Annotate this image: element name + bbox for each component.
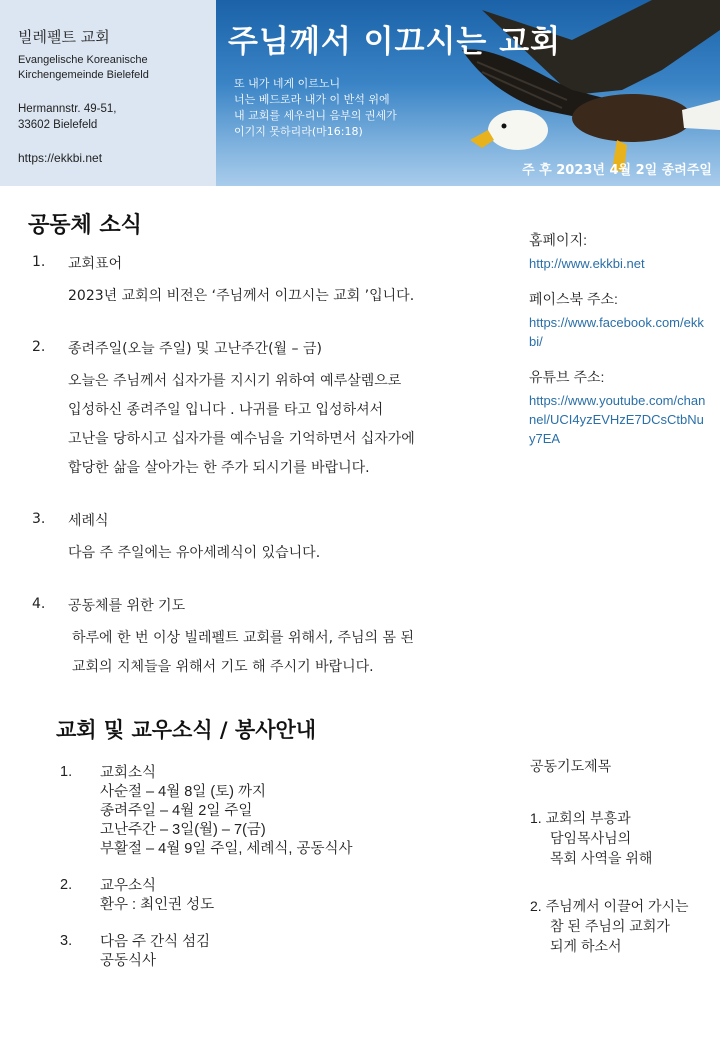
youtube-label: 유튜브 주소:	[529, 369, 605, 385]
facebook-label: 페이스북 주소:	[529, 291, 618, 307]
item-line: 공동식사	[100, 953, 157, 969]
verse-line: 너는 베드로라 내가 이 반석 위에	[234, 93, 390, 106]
bible-verse	[234, 76, 397, 140]
item-title: 세례식	[68, 513, 109, 529]
youtube-link[interactable]: https://www.youtube.com/channel/UCI4yzEVHzE7DCsCtbNuy7EA	[529, 393, 706, 446]
item-line: 환우 : 최인권 성도	[100, 897, 215, 913]
prayer-line: 담임목사님의	[550, 830, 632, 846]
homepage-link[interactable]: http://www.ekkbi.net	[529, 256, 645, 271]
prayer-line: 1. 교회의 부흥과	[530, 810, 631, 826]
item-body: 2023년 교회의 비전은 ‘주님께서 이끄시는 교회 ’입니다.	[68, 288, 415, 304]
community-heading: 공동체 소식	[28, 213, 142, 238]
list-item	[60, 933, 500, 971]
prayer-item	[530, 896, 715, 956]
church-news-heading: 교회 및 교우소식 / 봉사안내	[56, 718, 317, 742]
prayer-line: 2. 주님께서 이끌어 가시는	[530, 898, 689, 914]
prayer-line: 참 된 주님의 교회가	[550, 918, 670, 934]
list-item	[32, 511, 502, 568]
verse-line: 이기지 못하리라(마16:18)	[234, 125, 363, 138]
service-date: 주 후 2023년 4월 2일 종려주일	[522, 163, 712, 178]
verse-line: 내 교회를 세우리니 음부의 권세가	[234, 109, 397, 122]
prayer-topics	[530, 756, 715, 984]
list-item	[32, 254, 502, 311]
item-body-line: 하루에 한 번 이상 빌레펠트 교회를 위해서, 주님의 몸 된	[72, 630, 415, 646]
item-number: 1.	[60, 764, 73, 780]
homepage-label: 홈페이지:	[529, 232, 587, 248]
prayer-line: 목회 사역을 위해	[550, 850, 653, 866]
item-body-line: 입성하신 종려주일 입니다 . 나귀를 타고 입성하셔서	[68, 402, 384, 418]
item-body-line: 합당한 삶을 살아가는 한 주가 되시기를 바랍니다.	[68, 460, 370, 476]
item-title: 교회표어	[68, 256, 123, 272]
item-line: 교회소식	[100, 765, 157, 781]
address-line-1: Hermannstr. 49-51,	[18, 103, 117, 115]
item-number: 1.	[32, 254, 46, 270]
item-body-line: 교회의 지체들을 위해서 기도 해 주시기 바랍니다.	[72, 659, 374, 675]
item-body-line: 오늘은 주님께서 십자가를 지시기 위하여 예루살렘으로	[68, 373, 402, 389]
church-subtitle-2: Kirchengemeinde Bielefeld	[18, 69, 149, 81]
list-item	[60, 764, 500, 859]
website-link[interactable]: https://ekkbi.net	[18, 151, 103, 165]
item-line: 고난주간 – 3일(월) – 7(금)	[100, 822, 266, 838]
item-line: 부활절 – 4월 9일 주일, 세례식, 공동식사	[100, 841, 353, 857]
prayer-line: 되게 하소서	[550, 938, 622, 954]
list-item	[32, 596, 502, 682]
item-number: 2.	[60, 877, 73, 893]
verse-line: 또 내가 네게 이르노니	[234, 77, 341, 90]
item-line: 사순절 – 4월 8일 (토) 까지	[100, 784, 267, 800]
banner-title: 주님께서 이끄시는 교회	[228, 24, 562, 60]
item-number: 2.	[32, 339, 46, 355]
list-item	[60, 877, 500, 915]
community-news-list	[32, 254, 502, 710]
item-number: 4.	[32, 596, 46, 612]
prayer-item	[530, 808, 715, 868]
prayer-heading: 공동기도제목	[530, 758, 612, 774]
item-title: 공동체를 위한 기도	[68, 598, 186, 614]
item-line: 교우소식	[100, 878, 157, 894]
item-body: 다음 주 주일에는 유아세례식이 있습니다.	[68, 545, 321, 561]
item-body-line: 고난을 당하시고 십자가를 예수님을 기억하면서 십자가에	[68, 431, 415, 447]
item-number: 3.	[60, 933, 73, 949]
item-title: 종려주일(오늘 주일) 및 고난주간(월 – 금)	[68, 341, 322, 357]
church-info-panel	[0, 0, 216, 186]
item-number: 3.	[32, 511, 46, 527]
item-line: 다음 주 간식 섬김	[100, 934, 211, 950]
social-links-sidebar	[529, 230, 709, 464]
church-subtitle-1: Evangelische Koreanische	[18, 54, 148, 66]
church-name: 빌레펠트 교회	[18, 28, 110, 46]
address-line-2: 33602 Bielefeld	[18, 119, 98, 131]
facebook-link[interactable]: https://www.facebook.com/ekkbi/	[529, 315, 704, 349]
list-item	[32, 339, 502, 483]
item-line: 종려주일 – 4월 2일 주일	[100, 803, 253, 819]
header-banner	[216, 0, 720, 186]
church-news-list	[60, 764, 500, 989]
